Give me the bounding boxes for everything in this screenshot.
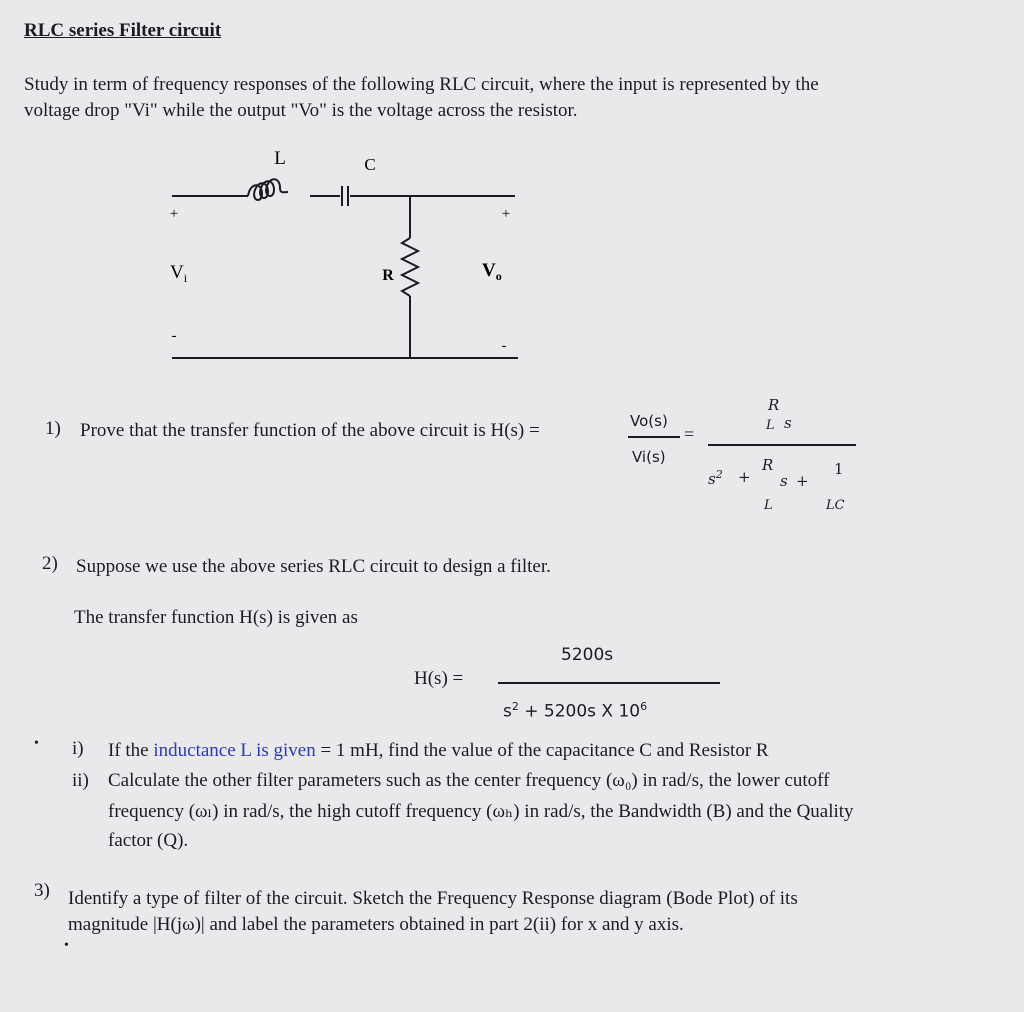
input-plus: + xyxy=(169,206,179,222)
input-minus: - xyxy=(171,328,177,344)
q2-text: Suppose we use the above series RLC circuit to design a filter. xyxy=(76,556,551,577)
transfer-function-numerator: 5200s xyxy=(561,645,614,665)
q3-line-1: Identify a type of filter of the circuit. Sketch the Frequency Response diagram (Bode Plot) of its xyxy=(68,888,798,909)
bullet-mark-1: • xyxy=(34,736,39,751)
transfer-function-bar xyxy=(498,682,720,684)
input-voltage-label: $V_i$ xyxy=(170,262,188,285)
transfer-function-label: H(s) = xyxy=(414,668,464,689)
q1-den-lc: LC xyxy=(826,498,845,513)
inductor-symbol xyxy=(248,179,288,200)
q1-number: 1) xyxy=(45,418,61,439)
q2-ii-line-1: Calculate the other filter parameters such as the center frequency (ω₀) in rad/s, the lower cutoff xyxy=(108,770,830,791)
q3-number: 3) xyxy=(34,880,50,901)
q3-line-2: magnitude |H(jω)| and label the parameters obtained in part 2(ii) for x and y axis. xyxy=(68,914,684,935)
q2-ii-line-2: frequency (ωₗ) in rad/s, the high cutoff frequency (ωₕ) in rad/s, the Bandwidth (B) and the Quality xyxy=(108,801,854,822)
inductor-label: L xyxy=(274,148,286,169)
q2-ii-line-3: factor (Q). xyxy=(108,830,189,851)
q1-text: Prove that the transfer function of the above circuit is H(s) = xyxy=(80,420,540,441)
q1-equals: = xyxy=(684,424,695,444)
q1-den-r: R xyxy=(762,456,774,474)
q1-den-s2: $s^2$ xyxy=(708,468,723,488)
q1-den-plus-2: + xyxy=(796,472,809,490)
bullet-mark-2: • xyxy=(64,938,69,953)
q1-den-s: s xyxy=(780,472,788,490)
resistor-label: R xyxy=(382,267,394,284)
q1-main-frac-bar xyxy=(708,444,856,446)
q2-i-number: i) xyxy=(72,738,84,759)
transfer-function-denominator: $s^2 + 5200s$ X $10^6$ xyxy=(503,700,648,722)
output-plus: + xyxy=(501,206,511,222)
q1-den-l: L xyxy=(764,498,773,513)
intro-line-1: Study in term of frequency responses of the following RLC circuit, where the input is represented by the xyxy=(24,74,819,95)
capacitor-label: C xyxy=(364,155,376,174)
q1-den-plus-1: + xyxy=(738,468,751,486)
q1-num-r: R xyxy=(768,396,780,414)
output-voltage-label: $V_o$ xyxy=(482,260,502,283)
q2-subtext: The transfer function H(s) is given as xyxy=(74,607,358,628)
q2-i-text: If the inductance L is given = 1 mH, find the value of the capacitance C and Resistor R xyxy=(108,740,769,761)
output-minus: - xyxy=(501,338,507,354)
page-title: RLC series Filter circuit xyxy=(24,20,222,41)
q1-frac-denominator: Vi(s) xyxy=(632,448,666,466)
q2-ii-number: ii) xyxy=(72,770,89,791)
q1-num-l: L xyxy=(766,418,775,433)
q1-num-s: s xyxy=(784,414,792,432)
q2-number: 2) xyxy=(42,553,58,574)
intro-line-2: voltage drop "Vi" while the output "Vo" is the voltage across the resistor. xyxy=(24,100,578,121)
q1-den-one: 1 xyxy=(834,460,844,478)
rlc-circuit-diagram xyxy=(160,140,540,380)
q1-frac-numerator: Vo(s) xyxy=(630,412,668,430)
resistor-symbol xyxy=(402,238,418,296)
q1-frac-bar xyxy=(628,436,680,438)
